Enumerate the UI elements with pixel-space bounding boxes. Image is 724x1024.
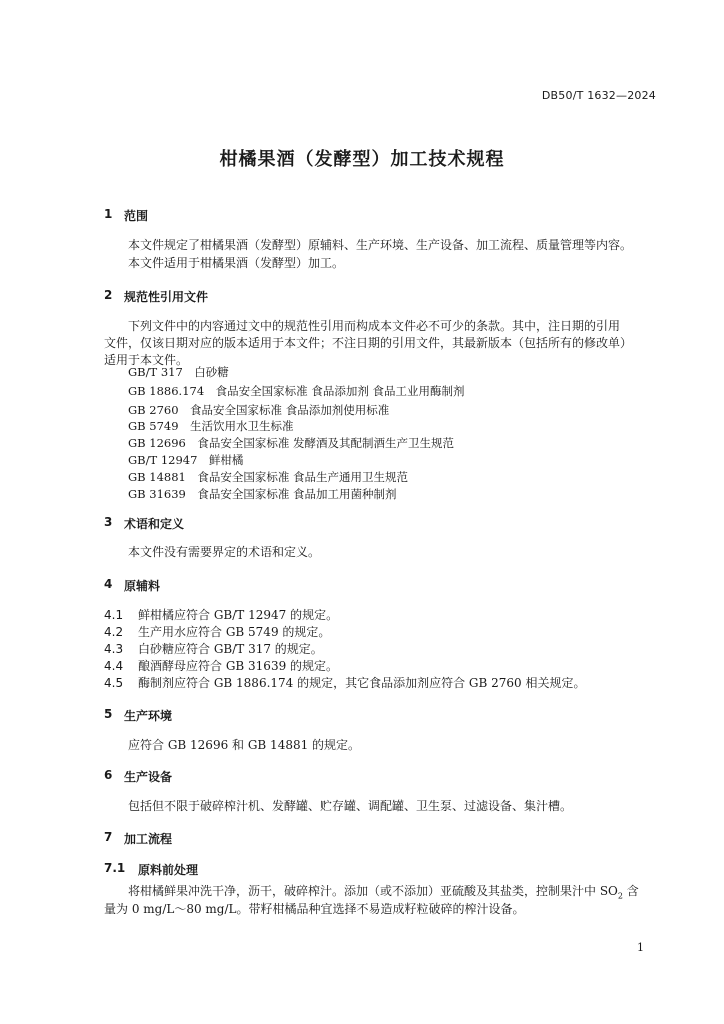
clause-text: 酶制剂应符合 GB 1886.174 的规定，其它食品添加剂应符合 GB 2760 相关规定。	[138, 676, 586, 690]
paragraph-line: 文件，仅该日期对应的版本适用于本文件；不注日期的引用文件，其最新版本（包括所有的修改单）	[104, 336, 633, 350]
paragraph: 本文件规定了柑橘果酒（发酵型）原辅料、生产环境、生产设备、加工流程、质量管理等内容。	[128, 238, 633, 252]
section-number: 6	[104, 768, 113, 782]
paragraph: 本文件适用于柑橘果酒（发酵型）加工。	[128, 256, 345, 270]
section-title: 生产设备	[124, 770, 173, 784]
section-title: 原辅料	[124, 579, 161, 593]
section-title: 术语和定义	[124, 517, 185, 531]
clause-text: 生产用水应符合 GB 5749 的规定。	[138, 625, 331, 639]
subsection-title: 原料前处理	[138, 863, 199, 877]
subscript: 2	[617, 891, 623, 901]
reference-item: GB 1886.174 食品安全国家标准 食品添加剂 食品工业用酶制剂	[128, 384, 465, 398]
reference-item: GB 14881 食品安全国家标准 食品生产通用卫生规范	[128, 470, 409, 484]
reference-item: GB 2760 食品安全国家标准 食品添加剂使用标准	[128, 403, 390, 417]
paragraph-line: 适用于本文件。	[104, 353, 189, 367]
clause-number: 4.2	[104, 625, 124, 639]
clause-text: 白砂糖应符合 GB/T 317 的规定。	[138, 642, 323, 656]
page-number: 1	[637, 941, 644, 954]
clause-number: 4.4	[104, 659, 124, 673]
section-number: 4	[104, 577, 113, 591]
clause-text: 鲜柑橘应符合 GB/T 12947 的规定。	[138, 608, 339, 622]
clause-number: 4.1	[104, 608, 124, 622]
section-title: 加工流程	[124, 832, 173, 846]
paragraph-text: 将柑橘鲜果冲洗干净，沥干，破碎榨汁。添加（或不添加）亚硫酸及其盐类，控制果汁中 SO	[128, 884, 618, 898]
section-number: 1	[104, 207, 113, 221]
section-title: 范围	[124, 209, 149, 223]
document-code: DB50/T 1632—2024	[541, 89, 656, 102]
paragraph-line: 量为 0 mg/L～80 mg/L。带籽柑橘品种宜选择不易造成籽粒破碎的榨汁设备。	[104, 902, 525, 916]
paragraph: 本文件没有需要界定的术语和定义。	[128, 545, 321, 559]
reference-item: GB 12696 食品安全国家标准 发酵酒及其配制酒生产卫生规范	[128, 436, 455, 450]
paragraph: 包括但不限于破碎榨汁机、发酵罐、贮存罐、调配罐、卫生泵、过滤设备、集汁槽。	[128, 799, 573, 813]
reference-item: GB/T 12947 鲜柑橘	[128, 453, 244, 467]
clause-number: 4.5	[104, 676, 124, 690]
subsection-number: 7.1	[104, 861, 126, 875]
paragraph-line: 下列文件中的内容通过文中的规范性引用而构成本文件必不可少的条款。其中，注日期的引用	[128, 319, 621, 333]
reference-item: GB/T 317 白砂糖	[128, 365, 229, 379]
section-number: 2	[104, 288, 113, 302]
section-title: 生产环境	[124, 709, 173, 723]
clause-number: 4.3	[104, 642, 124, 656]
section-number: 5	[104, 707, 113, 721]
clause-text: 酿酒酵母应符合 GB 31639 的规定。	[138, 659, 339, 673]
reference-item: GB 5749 生活饮用水卫生标准	[128, 419, 294, 433]
section-number: 7	[104, 830, 113, 844]
section-number: 3	[104, 515, 113, 529]
section-title: 规范性引用文件	[124, 290, 209, 304]
paragraph-text: 含	[622, 884, 639, 898]
reference-item: GB 31639 食品安全国家标准 食品加工用菌种制剂	[128, 487, 397, 501]
document-title: 柑橘果酒（发酵型）加工技术规程	[219, 149, 505, 170]
paragraph: 应符合 GB 12696 和 GB 14881 的规定。	[128, 738, 361, 752]
